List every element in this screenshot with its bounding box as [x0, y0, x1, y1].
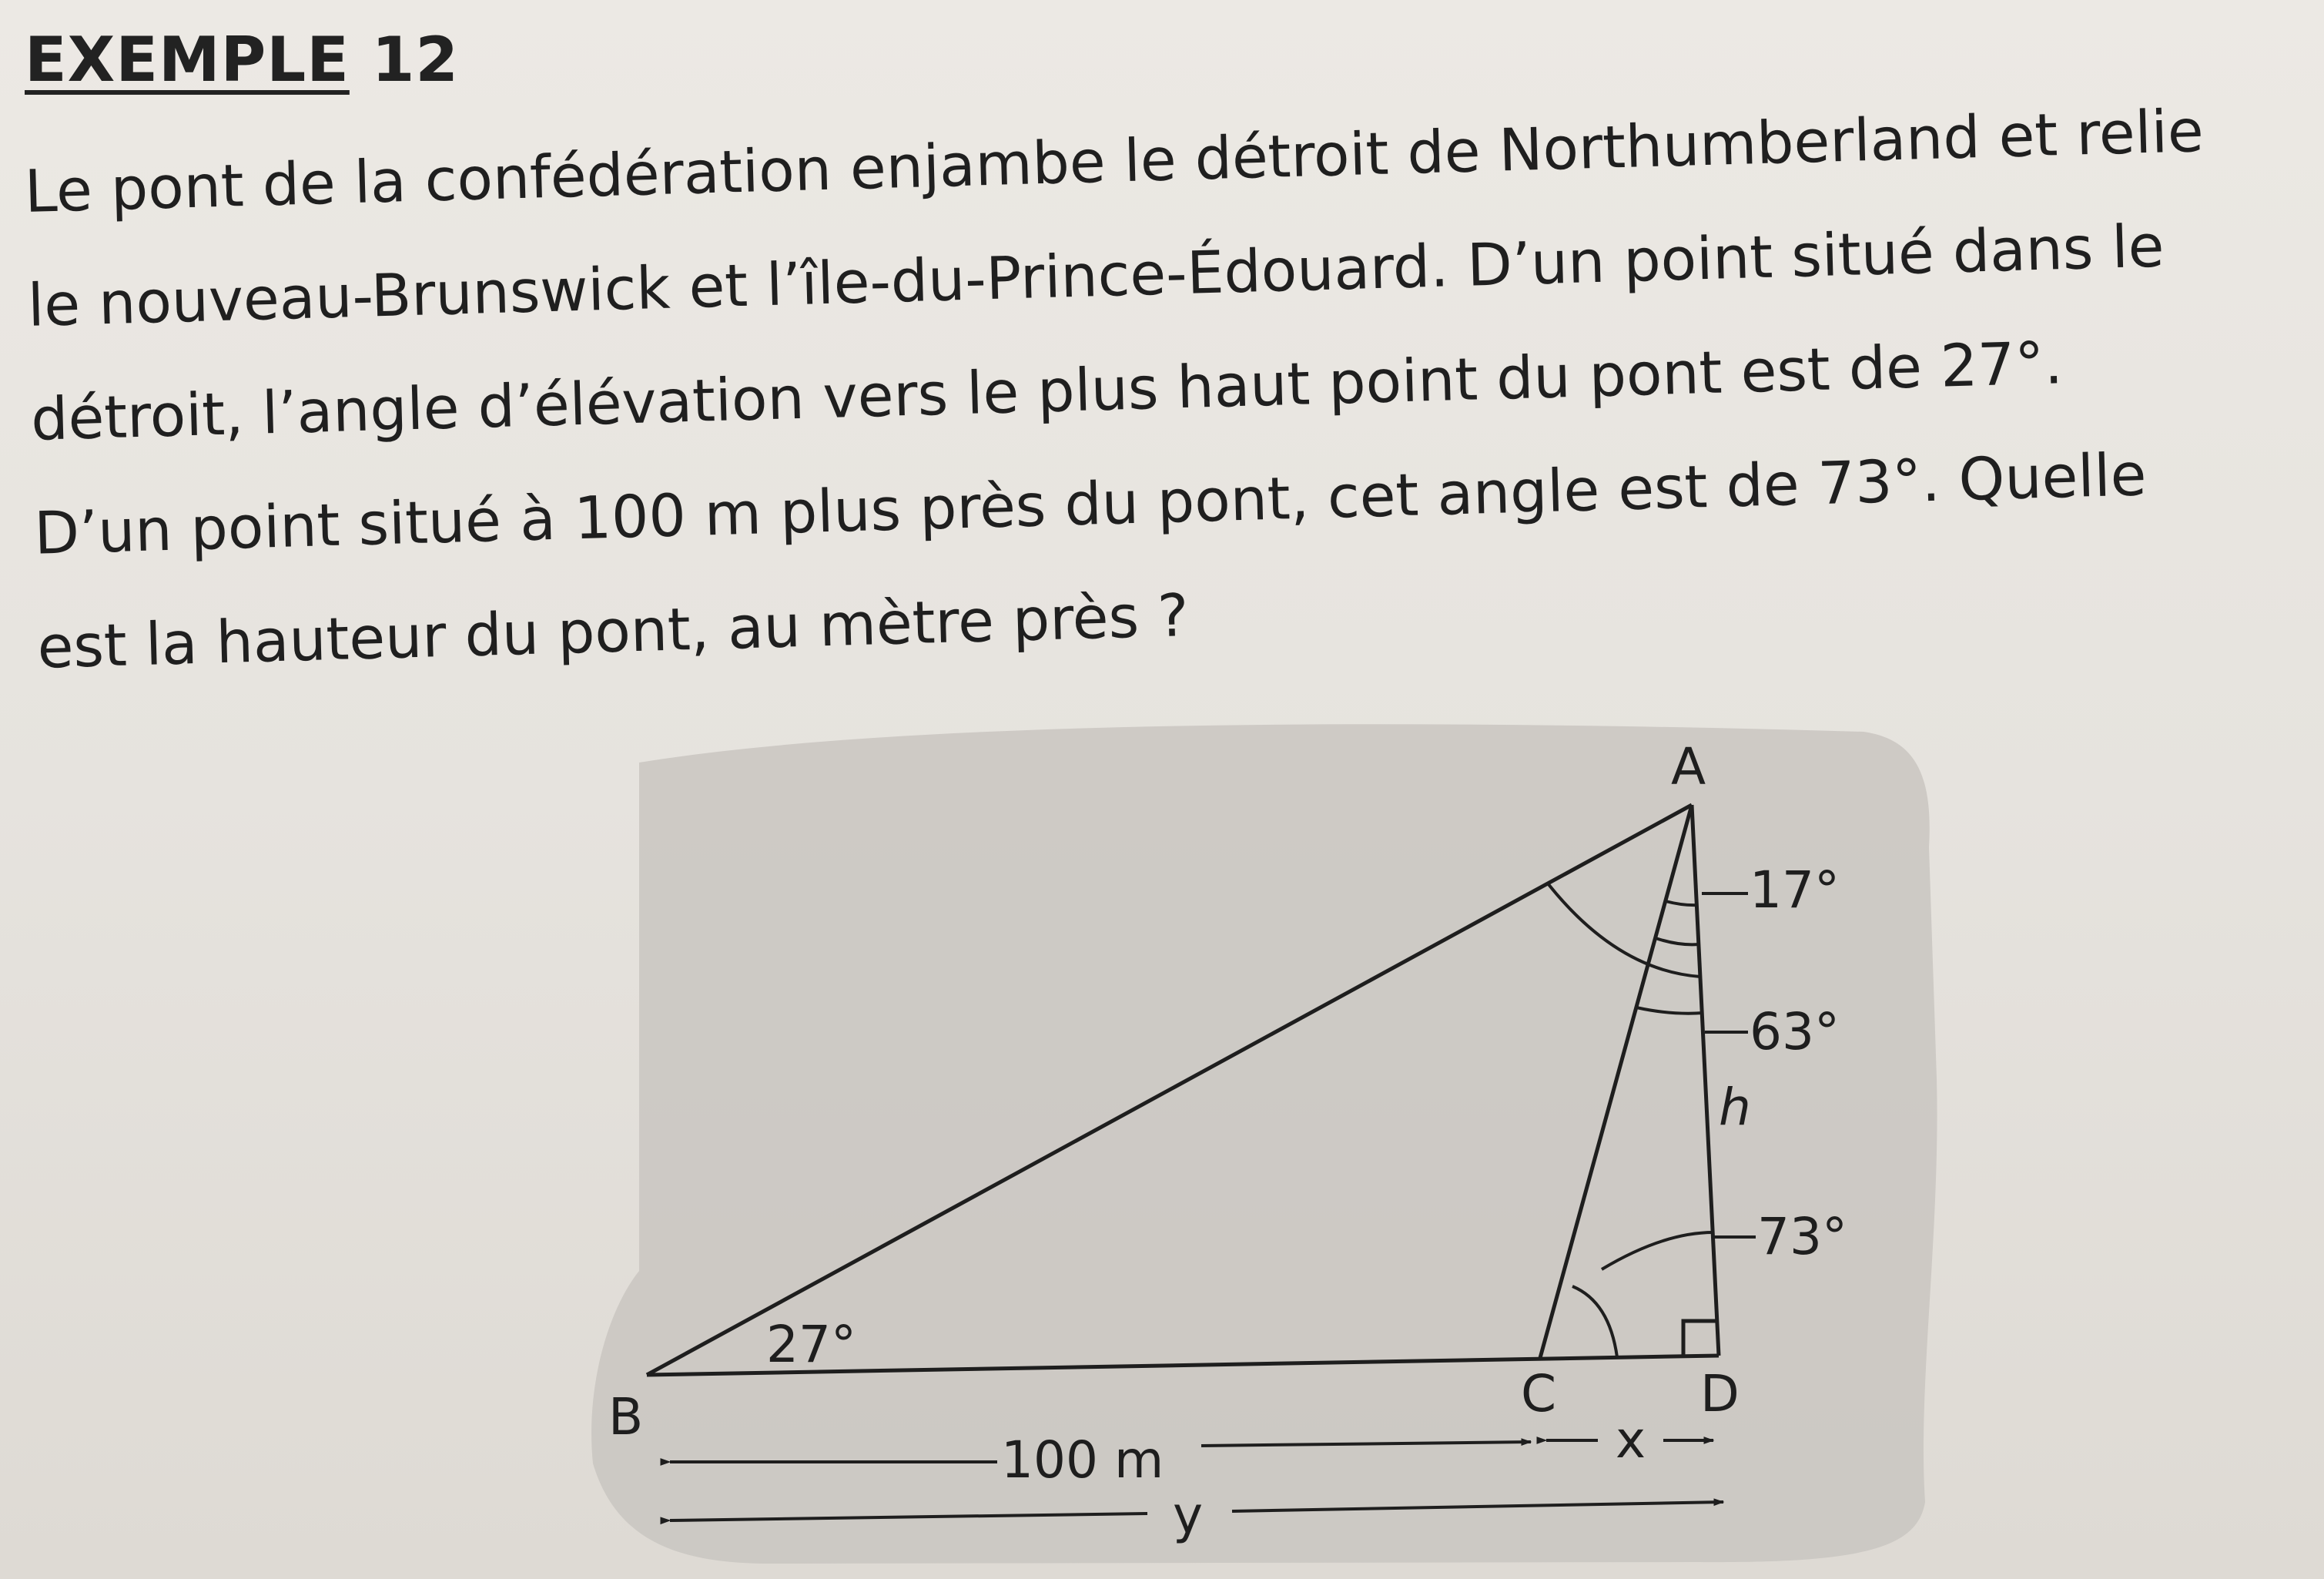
point-label-D: D [1700, 1364, 1740, 1423]
point-label-A: A [1671, 737, 1706, 796]
problem-line-5: est la hauteur du pont, au mètre près ? [36, 581, 1190, 682]
dimension-label-100m: 100 m [1001, 1430, 1164, 1490]
example-heading-label: EXEMPLE [25, 24, 350, 96]
problem-line-3: détroit, l’angle d’élévation vers le plus haut point du pont est de 27°. [30, 328, 2064, 454]
example-heading-number: 12 [349, 24, 460, 96]
figure-shading [591, 724, 1937, 1564]
problem-line-1: Le pont de la confédération enjambe le détroit de Northumberland et relie [23, 96, 2205, 226]
angle-label-17: 17° [1750, 860, 1840, 920]
dimension-label-y: y [1173, 1486, 1204, 1545]
angle-label-63: 63° [1750, 1002, 1840, 1061]
height-label-h: h [1719, 1078, 1751, 1137]
problem-line-2: le nouveau-Brunswick et l’île-du-Prince-Édouard. D’un point situé dans le [26, 211, 2165, 340]
angle-label-27: 27° [766, 1315, 856, 1374]
problem-line-4: D’un point situé à 100 m plus près du pont, cet angle est de 73°. Quelle [33, 440, 2148, 568]
point-label-B: B [608, 1387, 644, 1447]
point-label-C: C [1521, 1364, 1557, 1423]
angle-label-73: 73° [1757, 1207, 1847, 1266]
dimension-label-x: x [1616, 1410, 1646, 1470]
